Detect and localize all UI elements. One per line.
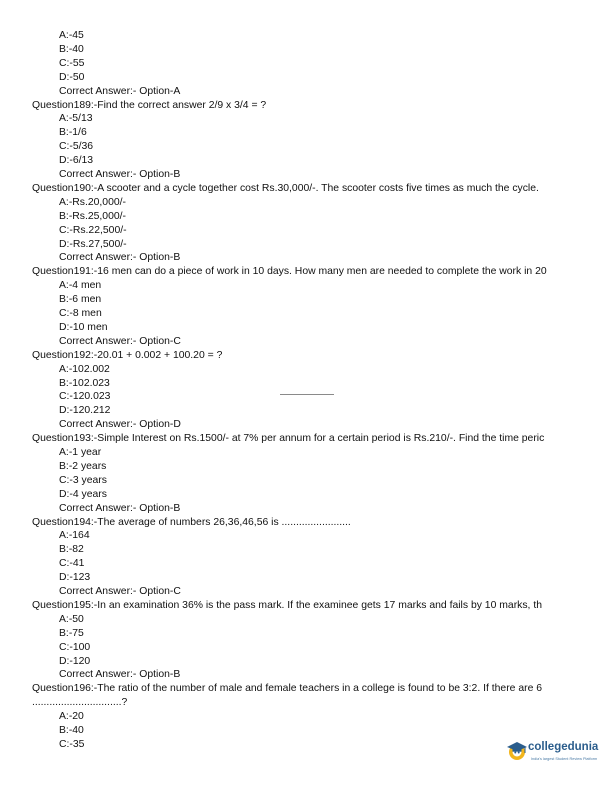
option-text: D:-120.212 — [59, 405, 111, 417]
option-text: D:-6/13 — [59, 155, 94, 167]
option-text: D:-123 — [59, 572, 91, 584]
option-text: A:-Rs.20,000/- — [59, 196, 126, 208]
question-text: Question196:-The ratio of the number of male and female teachers in a college is found to be 3:2. If there are 6 — [32, 683, 543, 695]
question-text: Question190:-A scooter and a cycle together cost Rs.30,000/-. The scooter costs five times as much the cycle. — [32, 182, 539, 194]
option-text: Correct Answer:- Option-A — [59, 85, 181, 97]
option-text: C:-100 — [59, 641, 91, 653]
question-text: ...............................? — [32, 697, 128, 709]
stray-dash-line — [280, 394, 334, 395]
option-text: C:-41 — [59, 558, 85, 570]
option-text: B:-40 — [59, 725, 84, 736]
option-text: D:-Rs.27,500/- — [59, 238, 127, 250]
option-text: C:-35 — [59, 738, 85, 750]
collegedunia-logo — [504, 738, 613, 772]
option-text: C:-3 years — [59, 474, 107, 486]
option-text: B:-1/6 — [59, 127, 87, 139]
option-text: A:-5/13 — [59, 113, 93, 125]
question-text: Question191:-16 men can do a piece of work in 10 days. How many men are needed to complete the work in 20 — [32, 266, 547, 278]
option-text: A:-102.002 — [59, 363, 110, 375]
graduation-cap-icon — [506, 740, 528, 762]
option-text: D:-10 men — [59, 321, 108, 333]
option-text: Correct Answer:- Option-B — [59, 252, 181, 264]
option-text: B:-75 — [59, 627, 84, 639]
option-text: Correct Answer:- Option-D — [59, 419, 181, 431]
option-text: D:-120 — [59, 655, 91, 667]
logo-tagline: India's largest Student Review Platform — [531, 757, 598, 761]
option-text: C:-8 men — [59, 308, 102, 319]
option-text: C:-55 — [59, 57, 85, 69]
option-text: B:-2 years — [59, 460, 107, 472]
option-text: D:-50 — [59, 71, 85, 83]
question-text: Question194:-The average of numbers 26,36,46,56 is ........................ — [32, 516, 351, 528]
option-text: B:-82 — [59, 544, 84, 556]
option-text: C:-5/36 — [59, 141, 94, 153]
option-text: Correct Answer:- Option-C — [59, 586, 181, 597]
question-text: Question189:-Find the correct answer 2/9 x 3/4 = ? — [32, 99, 267, 111]
option-text: Correct Answer:- Option-B — [59, 169, 181, 180]
option-text: Correct Answer:- Option-B — [59, 669, 181, 681]
option-text: B:-6 men — [59, 294, 102, 306]
logo-name: collegedunia — [528, 741, 599, 753]
option-text: Correct Answer:- Option-B — [59, 502, 181, 514]
option-text: B:-40 — [59, 43, 84, 55]
option-text: C:-120.023 — [59, 391, 111, 403]
question-text: Question195:-In an examination 36% is the pass mark. If the examinee gets 17 marks and fails by 10 marks, th — [32, 599, 542, 611]
option-text: A:-45 — [59, 30, 84, 41]
option-text: A:-164 — [59, 530, 90, 542]
option-text: B:-Rs.25,000/- — [59, 210, 126, 222]
option-text: Correct Answer:- Option-C — [59, 335, 181, 347]
option-text: B:-102.023 — [59, 377, 110, 389]
option-text: A:-50 — [59, 613, 84, 625]
option-text: A:-20 — [59, 711, 84, 723]
option-text: C:-Rs.22,500/- — [59, 224, 127, 236]
question-text: Question193:-Simple Interest on Rs.1500/- at 7% per annum for a certain period is Rs.210/-. Find the time peric — [32, 433, 545, 445]
option-text: A:-1 year — [59, 447, 102, 458]
option-text: D:-4 years — [59, 488, 107, 500]
question-text: Question192:-20.01 + 0.002 + 100.20 = ? — [32, 349, 223, 361]
option-text: A:-4 men — [59, 280, 102, 292]
